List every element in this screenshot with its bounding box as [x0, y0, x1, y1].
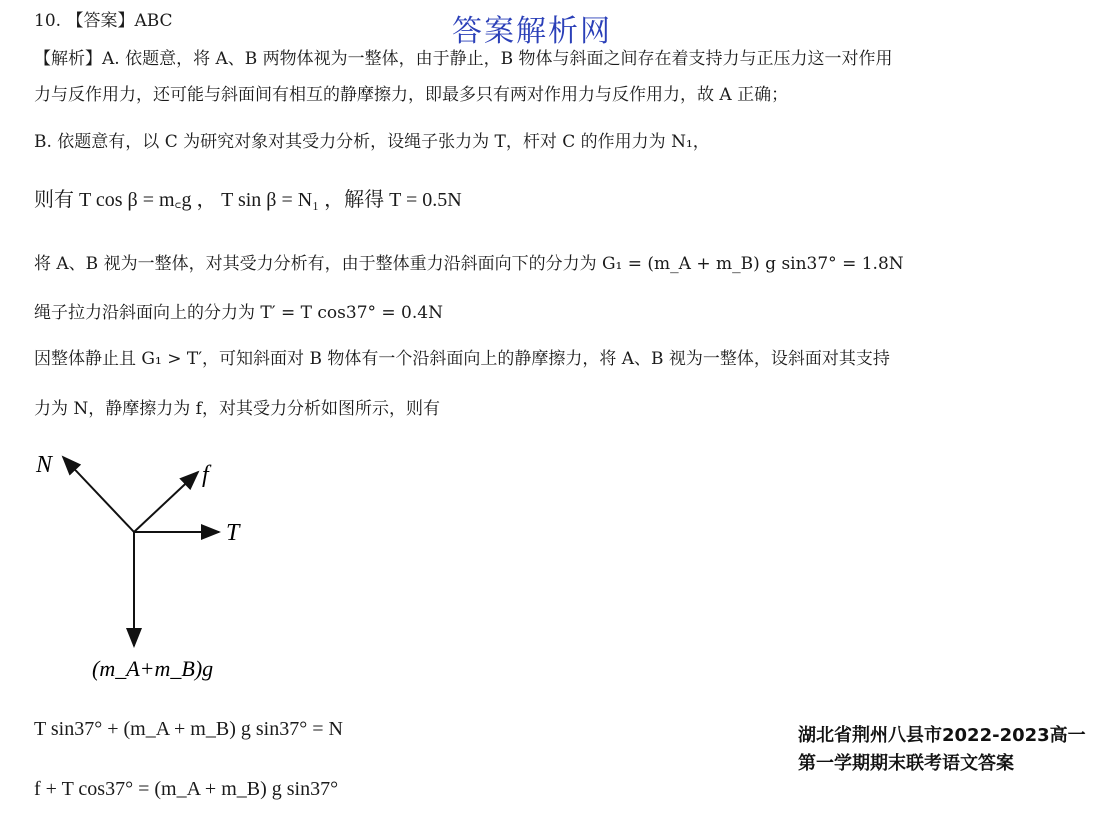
- analysis-line-6: 绳子拉力沿斜面向上的分力为 T′ = T cos37° = 0.4N: [34, 303, 443, 323]
- question-header: 10. 【答案】ABC: [34, 11, 173, 31]
- equation-2: f + T cos37° = (m_A + m_B) g sin37°: [34, 778, 339, 800]
- label-T: T: [226, 520, 240, 546]
- analysis-line-8: 力为 N，静摩擦力为 f，对其受力分析如图所示，则有: [34, 399, 440, 419]
- analysis-line-2: 力与反作用力，还可能与斜面间有相互的静摩擦力，即最多只有两对作用力与反作用力，故 A 正确；: [34, 85, 789, 105]
- footer-note: 湖北省荆州八县市2022-2023高一第一学期期末联考语文答案: [798, 725, 1086, 774]
- analysis-line-3: B. 依题意有，以 C 为研究对象对其受力分析，设绳子张力为 T，杆对 C 的作用力为 N₁，: [34, 132, 710, 152]
- label-f: f: [202, 462, 209, 488]
- analysis-line-5: 将 A、B 视为一整体，对其受力分析有，由于整体重力沿斜面向下的分力为 G₁ = (m_A + m_B) g sin37° = 1.8N: [34, 254, 904, 274]
- equation-1: T sin37° + (m_A + m_B) g sin37° = N: [34, 718, 343, 740]
- watermark: 答案解析网: [452, 14, 612, 49]
- label-N: N: [36, 452, 53, 478]
- force-N-arrow: [63, 457, 134, 532]
- equation-line-4: 则有 T cos β = m꜀g ， T sin β = N₁ ，解得 T = 0.5N: [34, 189, 462, 211]
- force-f-arrow: [134, 472, 198, 532]
- force-diagram: [30, 440, 330, 700]
- label-weight: (m_A+m_B)g: [92, 656, 214, 681]
- analysis-line-1: 【解析】A. 依题意，将 A、B 两物体视为一整体，由于静止，B 物体与斜面之间存在着支持力与正压力这一对作用: [34, 49, 893, 69]
- analysis-line-7: 因整体静止且 G₁ > T′，可知斜面对 B 物体有一个沿斜面向上的静摩擦力，将 A、B 视为一整体，设斜面对其支持: [34, 349, 890, 369]
